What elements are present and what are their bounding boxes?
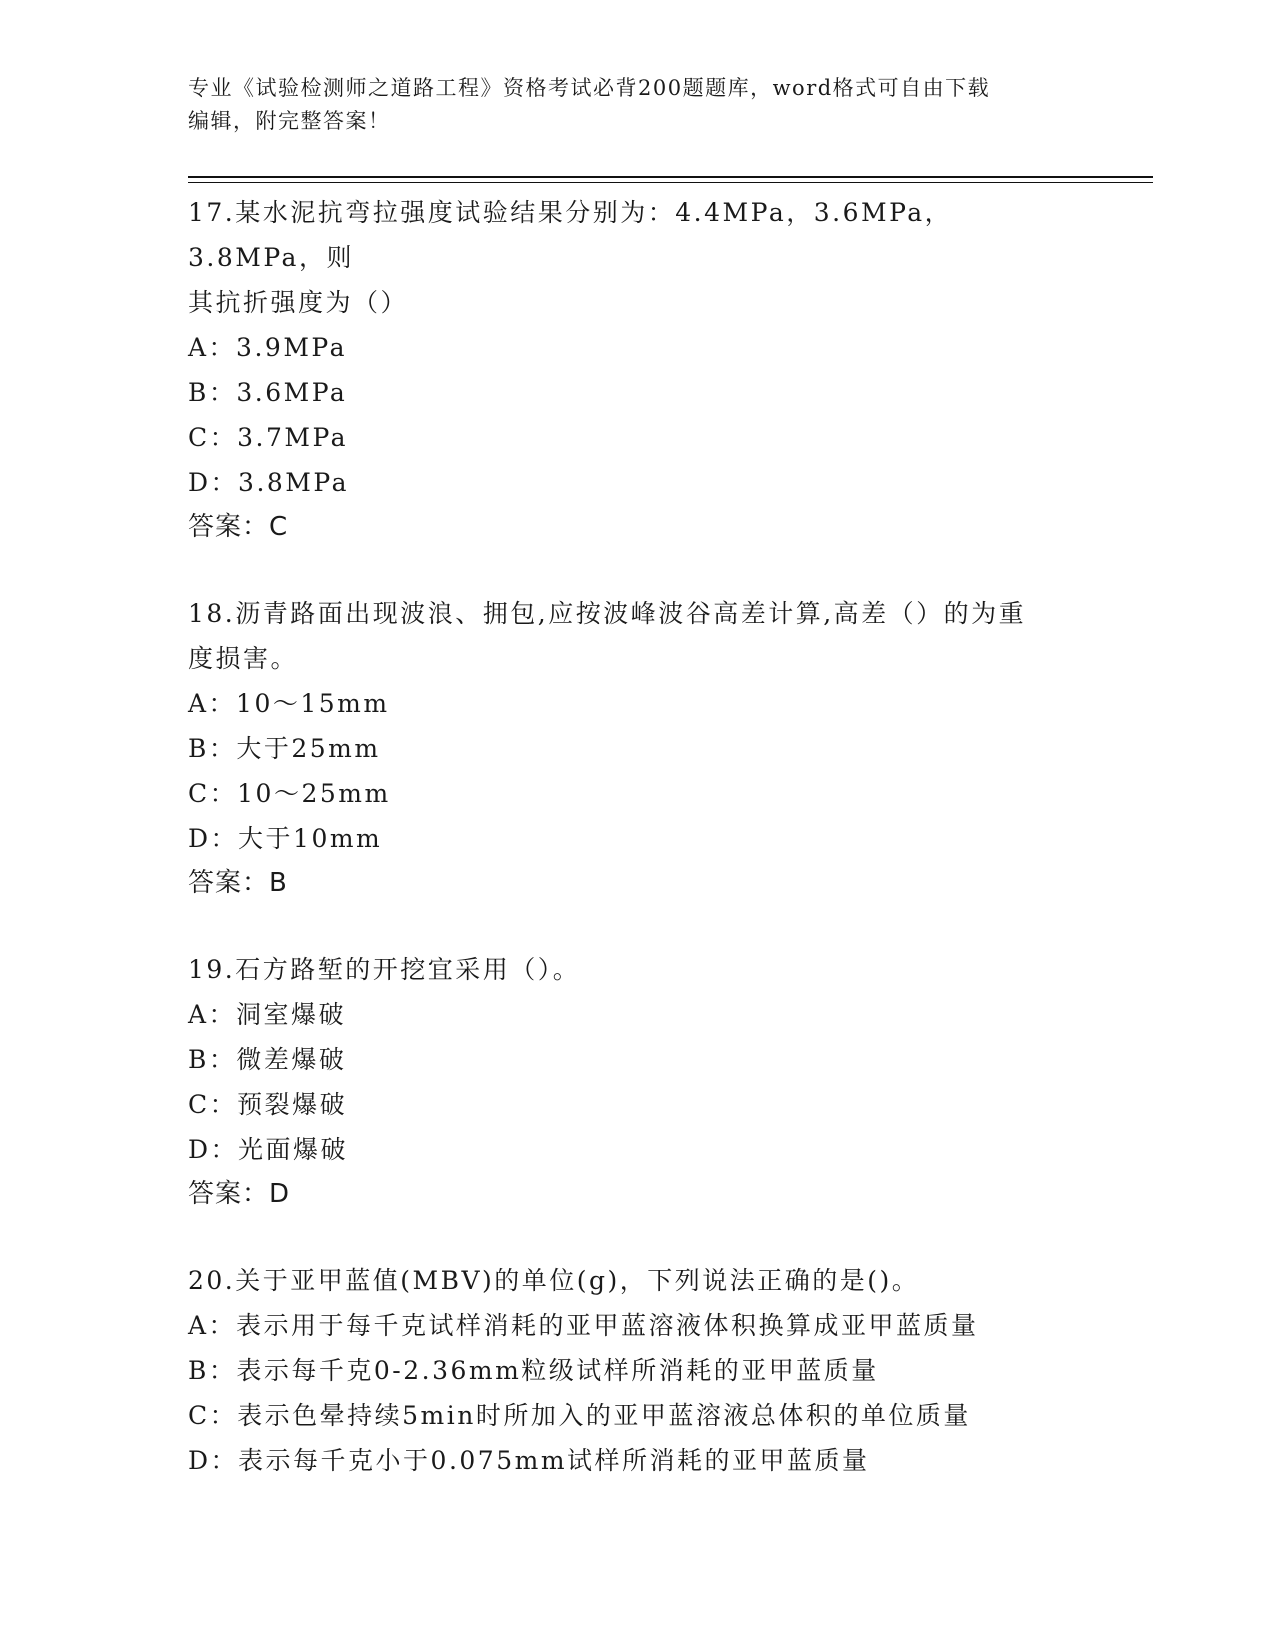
question-text: 18.沥青路面出现波浪、拥包,应按波峰波谷高差计算,高差（）的为重: [188, 599, 1027, 628]
answer: 答案：B: [188, 868, 288, 898]
question-list: [188, 190, 1088, 1525]
option-a: A：10～15mm: [188, 689, 390, 718]
question-text: 其抗折强度为（）: [188, 288, 409, 317]
question-19: [188, 947, 1088, 1216]
question-text: 度损害。: [188, 644, 299, 673]
answer: 答案：D: [188, 1179, 291, 1209]
option-a: A：表示用于每千克试样消耗的亚甲蓝溶液体积换算成亚甲蓝质量: [188, 1311, 979, 1340]
option-a: A：3.9MPa: [188, 333, 348, 362]
option-b: B：微差爆破: [188, 1045, 347, 1074]
option-d: D：3.8MPa: [188, 468, 350, 497]
question-text: 17.某水泥抗弯拉强度试验结果分别为：4.4MPa，3.6MPa，3.8MPa，则: [188, 198, 953, 272]
option-b: B：表示每千克0-2.36mm粒级试样所消耗的亚甲蓝质量: [188, 1356, 879, 1385]
question-17: [188, 190, 1088, 549]
option-c: C：10～25mm: [188, 779, 391, 808]
question-18: [188, 591, 1088, 905]
option-c: C：表示色晕持续5min时所加入的亚甲蓝溶液总体积的单位质量: [188, 1401, 971, 1430]
option-c: C：预裂爆破: [188, 1090, 348, 1119]
option-b: B：大于25mm: [188, 734, 381, 763]
option-b: B：3.6MPa: [188, 378, 348, 407]
header-line-1: 专业《试验检测师之道路工程》资格考试必背200题题库，word格式可自由下载: [188, 76, 991, 100]
answer: 答案：C: [188, 512, 289, 542]
option-a: A：洞室爆破: [188, 1000, 347, 1029]
header-line-2: 编辑，附完整答案！: [188, 109, 391, 133]
document-header: [188, 72, 1088, 138]
option-d: D：光面爆破: [188, 1135, 349, 1164]
question-text: 20.关于亚甲蓝值(MBV)的单位(g)，下列说法正确的是()。: [188, 1266, 920, 1295]
header-rule-thin: [188, 182, 1153, 183]
option-c: C：3.7MPa: [188, 423, 349, 452]
question-20: [188, 1258, 1088, 1483]
option-d: D：表示每千克小于0.075mm试样所消耗的亚甲蓝质量: [188, 1446, 870, 1475]
option-d: D：大于10mm: [188, 824, 383, 853]
header-rule-thick: [188, 176, 1153, 178]
question-text: 19.石方路堑的开挖宜采用（）。: [188, 955, 581, 984]
